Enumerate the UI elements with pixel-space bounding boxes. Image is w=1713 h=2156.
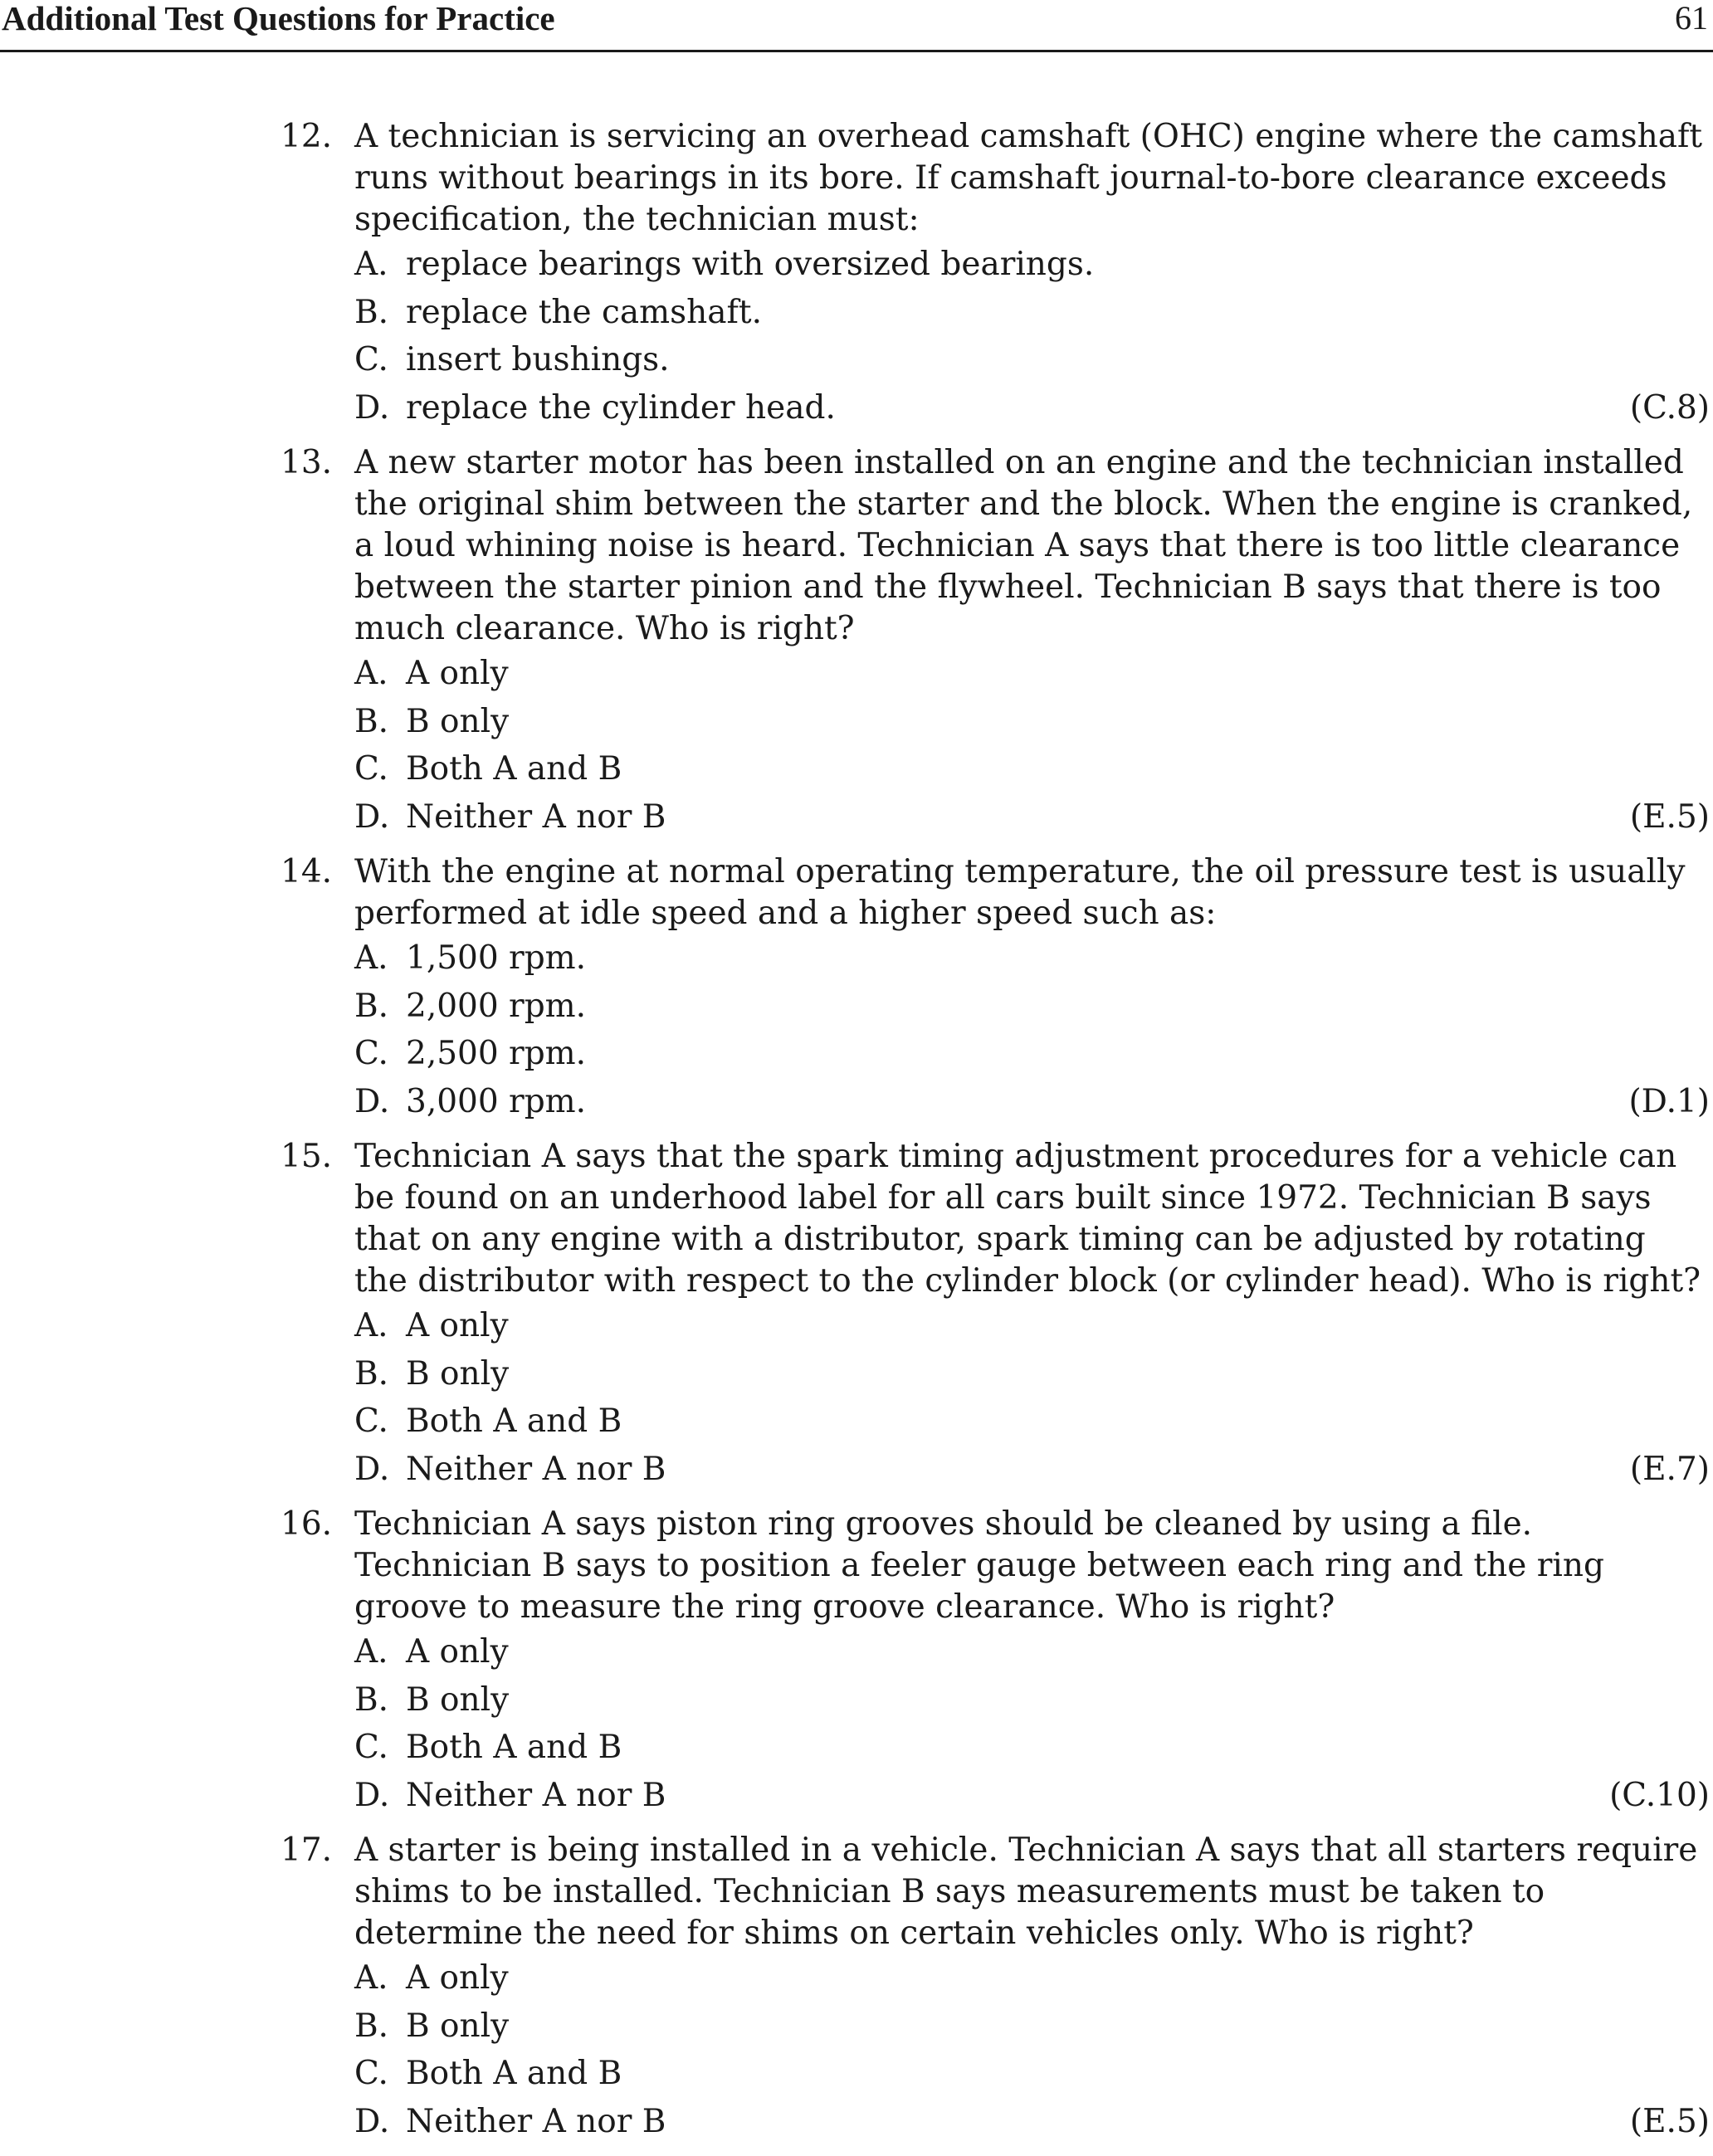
answer-choice (354, 1302, 1710, 1350)
answer-choices (281, 650, 1710, 841)
choice-letter: A. (354, 1307, 388, 1344)
question-text: Technician A says that the spark timing adjustment procedures for a vehicle can be found on an underhood label for all cars built since 1972. Technician B says that on any engine with a distributor, spark timing can be adjusted by rotating the distributor with respect to the cylinder block (or cylinder head). Who is right? (354, 1138, 1701, 1300)
choice-text: Neither A nor B (406, 798, 666, 836)
question-number: 13. (281, 444, 333, 481)
answer-choice (354, 650, 1710, 698)
choice-text: B only (406, 2007, 510, 2045)
choice-text: 2,000 rpm. (406, 987, 587, 1025)
choice-letter: B. (354, 702, 389, 740)
choice-letter: D. (354, 388, 390, 427)
page-header (0, 0, 1713, 52)
choice-letter: C. (354, 2055, 388, 2092)
question-text: A new starter motor has been installed on an engine and the technician installed the original shim between the starter and the block. When the engine is cranked, a loud whining noise is heard. Technician A says that there is too little clearance between the starter pinion and the flywheel. Technician B says that there is too much clearance. Who is right? (354, 444, 1693, 647)
choice-text: A only (406, 1633, 509, 1671)
choice-letter: B. (354, 2007, 389, 2045)
question-number: 16. (281, 1505, 333, 1543)
reference-code: (C.10) (1609, 1776, 1710, 1814)
question-number: 15. (281, 1138, 333, 1175)
question-16 (281, 1504, 1710, 1819)
question-text: A technician is servicing an overhead camshaft (OHC) engine where the camshaft runs without bearings in its bore. If camshaft journal-to-bore clearance exceeds specification, the technician must: (354, 118, 1703, 238)
choice-text: 3,000 rpm. (406, 1082, 587, 1120)
choice-text: A only (406, 655, 509, 692)
question-number: 17. (281, 1832, 333, 1869)
choice-letter: C. (354, 1729, 388, 1766)
answer-choice (354, 384, 1710, 432)
choice-letter: D. (354, 2102, 390, 2140)
answer-choice (354, 1954, 1710, 2002)
answer-choice (354, 1350, 1710, 1398)
answer-choice (354, 241, 1710, 289)
answer-choice (354, 793, 1710, 841)
choice-text: 2,500 rpm. (406, 1035, 587, 1072)
question-number: 14. (281, 853, 333, 890)
choice-letter: A. (354, 1633, 388, 1671)
choice-letter: D. (354, 1776, 390, 1814)
answer-choice (354, 1397, 1710, 1446)
choice-text: Neither A nor B (406, 1450, 666, 1488)
question-14 (281, 851, 1710, 1125)
choice-letter: D. (354, 1082, 390, 1120)
answer-choice (354, 2002, 1710, 2051)
answer-choice (354, 1676, 1710, 1724)
answer-choice (354, 2050, 1710, 2098)
answer-choice (354, 745, 1710, 793)
answer-choice (354, 336, 1710, 384)
reference-code: (D.1) (1628, 1082, 1710, 1120)
choice-text: Neither A nor B (406, 1776, 666, 1814)
choice-text: B only (406, 1354, 510, 1393)
answer-choice (354, 934, 1710, 983)
choice-letter: C. (354, 750, 388, 788)
answer-choice (354, 1772, 1710, 1820)
choice-text: B only (406, 1680, 510, 1719)
choice-letter: A. (354, 1959, 388, 1997)
choice-letter: D. (354, 798, 390, 836)
choice-text: Neither A nor B (406, 2102, 666, 2140)
choice-letter: A. (354, 939, 388, 977)
question-text: Technician A says piston ring grooves should be cleaned by using a file. Technician B says to position a feeler gauge between each ring and the ring groove to measure the ring groove clearance. Who is right? (354, 1505, 1604, 1626)
question-number: 12. (281, 118, 333, 155)
choice-text: replace bearings with oversized bearings. (406, 246, 1095, 283)
question-12 (281, 116, 1710, 432)
choice-text: Both A and B (406, 2055, 622, 2092)
answer-choices (281, 934, 1710, 1125)
choice-text: Both A and B (406, 1402, 622, 1440)
answer-choices (281, 1628, 1710, 1819)
choice-letter: A. (354, 246, 388, 283)
answer-choice (354, 1628, 1710, 1676)
answer-choices (281, 1954, 1710, 2145)
question-list (281, 116, 1710, 2156)
header-title: Additional Test Questions for Practice (2, 0, 555, 37)
answer-choice (354, 1446, 1710, 1494)
answer-choice (354, 2098, 1710, 2146)
choice-text: Both A and B (406, 750, 622, 788)
choice-text: 1,500 rpm. (406, 939, 587, 977)
answer-choice (354, 1078, 1710, 1126)
choice-letter: C. (354, 1402, 388, 1440)
choice-letter: A. (354, 655, 388, 692)
choice-text: A only (406, 1959, 509, 1997)
reference-code: (C.8) (1629, 388, 1710, 427)
question-text: A starter is being installed in a vehicle. Technician A says that all starters require shims to be installed. Technician B says measurements must be taken to determine the need for shims on certain vehicles only. Who is right? (354, 1832, 1698, 1952)
question-text: With the engine at normal operating temperature, the oil pressure test is usually performed at idle speed and a higher speed such as: (354, 853, 1686, 932)
question-15 (281, 1136, 1710, 1493)
page-number: 61 (1675, 0, 1708, 37)
choice-letter: B. (354, 293, 389, 331)
choice-text: B only (406, 702, 510, 740)
choice-text: insert bushings. (406, 341, 670, 378)
choice-letter: B. (354, 987, 389, 1025)
question-17 (281, 1830, 1710, 2145)
answer-choices (281, 1302, 1710, 1493)
answer-choice (354, 1724, 1710, 1772)
question-13 (281, 442, 1710, 841)
choice-text: replace the cylinder head. (406, 388, 836, 427)
choice-letter: C. (354, 341, 388, 378)
choice-text: Both A and B (406, 1729, 622, 1766)
answer-choices (281, 241, 1710, 432)
reference-code: (E.7) (1629, 1450, 1710, 1488)
choice-text: replace the camshaft. (406, 293, 762, 331)
choice-letter: B. (354, 1680, 389, 1719)
choice-text: A only (406, 1307, 509, 1344)
choice-letter: B. (354, 1354, 389, 1393)
reference-code: (E.5) (1629, 798, 1710, 836)
answer-choice (354, 698, 1710, 746)
answer-choice (354, 289, 1710, 337)
answer-choice (354, 983, 1710, 1031)
choice-letter: D. (354, 1450, 390, 1488)
reference-code: (E.5) (1629, 2102, 1710, 2140)
choice-letter: C. (354, 1035, 388, 1072)
answer-choice (354, 1030, 1710, 1078)
